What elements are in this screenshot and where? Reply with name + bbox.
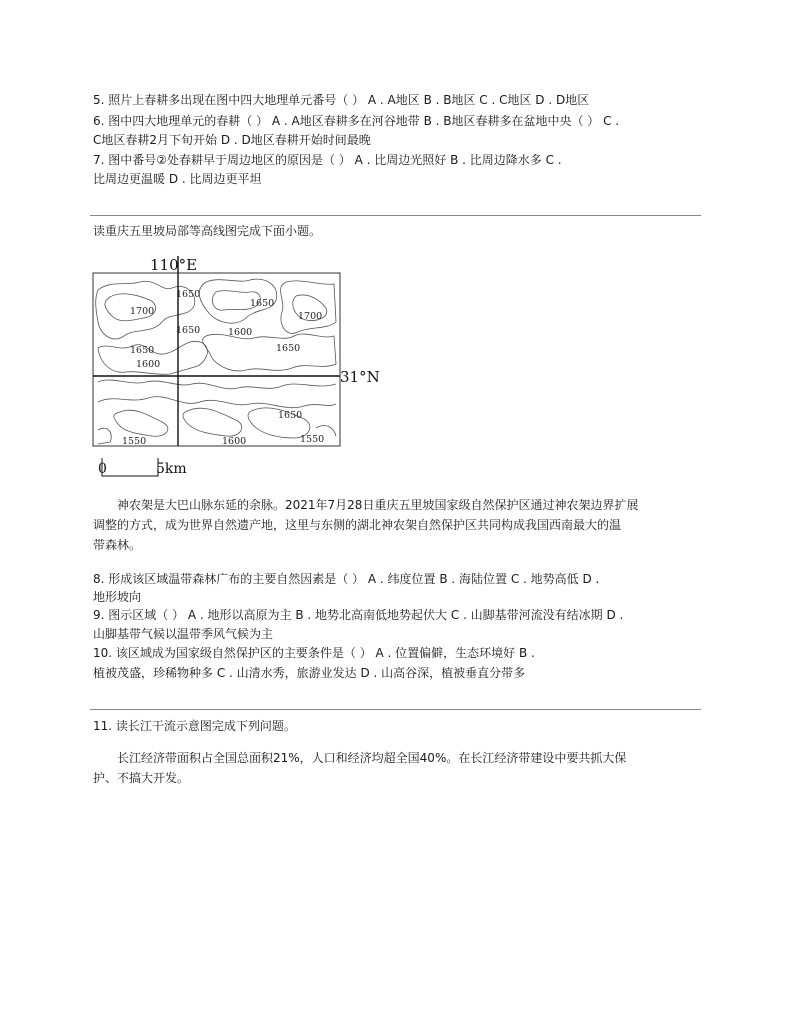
latitude-label: 31°N [340, 368, 380, 386]
contour-label: 1650 [176, 289, 201, 300]
contour-label: 1650 [278, 410, 303, 421]
contour-label: 1550 [122, 436, 147, 447]
question-6-line-2: C地区春耕2月下旬开始 D . D地区春耕开始时间最晚 [93, 133, 371, 147]
contour-label: 1600 [222, 436, 247, 447]
question-8-line-2: 地形坡向 [93, 590, 142, 604]
question-9-line-2: 山脚基带气候以温带季风气候为主 [93, 627, 274, 641]
question-6-line-1: 6. 图中四大地理单元的春耕（ ） A . A地区春耕多在河谷地带 B . B地区春耕多在盆地中央（ ） C . [93, 114, 620, 128]
question-11: 11. 读长江干流示意图完成下列问题。 [93, 719, 296, 733]
paragraph-yangtze-line-2: 护、不搞大开发。 [93, 771, 190, 785]
scale-end-label: 5km [156, 461, 187, 477]
section-divider [90, 215, 701, 216]
question-7-line-2: 比周边更温暖 D . 比周边更平坦 [93, 172, 262, 186]
paragraph-shennongjia-line-1: 神农架是大巴山脉东延的余脉。2021年7月28日重庆五里坡国家级自然保护区通过神农架边界扩展 [117, 498, 639, 512]
contour-label: 1550 [300, 434, 325, 445]
scale-bar [102, 458, 158, 476]
contour-label: 1650 [276, 343, 301, 354]
contour-label: 1600 [228, 327, 253, 338]
contour-label: 1700 [298, 311, 323, 322]
question-10-line-1: 10. 该区域成为国家级自然保护区的主要条件是（ ） A . 位置偏僻，生态环境好 B . [93, 646, 535, 660]
contour-label: 1700 [130, 306, 155, 317]
question-5: 5. 照片上春耕多出现在图中四大地理单元番号（ ） A . A地区 B . B地区 C . C地区 D . D地区 [93, 93, 590, 107]
paragraph-yangtze-line-1: 长江经济带面积占全国总面积21%，人口和经济均超全国40%。在长江经济带建设中要共抓大保 [117, 751, 627, 765]
contour-label: 1650 [130, 345, 155, 356]
question-10-line-2: 植被茂盛，珍稀物种多 C . 山清水秀，旅游业发达 D . 山高谷深，植被垂直分带多 [93, 666, 526, 680]
contour-label: 1650 [250, 298, 275, 309]
longitude-label: 110°E [150, 256, 198, 274]
map-frame [93, 273, 340, 446]
contour-map [90, 252, 400, 482]
question-8-line-1: 8. 形成该区域温带森林广布的主要自然因素是（ ） A . 纬度位置 B . 海陆位置 C . 地势高低 D . [93, 572, 600, 586]
contour-label: 1600 [136, 359, 161, 370]
contour-map-figure [90, 252, 400, 482]
question-7-line-1: 7. 图中番号②处春耕早于周边地区的原因是（ ） A . 比周边光照好 B . 比周边降水多 C . [93, 153, 562, 167]
scale-start-label: 0 [98, 461, 107, 477]
contour-label: 1650 [176, 325, 201, 336]
question-9-line-1: 9. 图示区域（ ） A . 地形以高原为主 B . 地势北高南低地势起伏大 C . 山脚基带河流没有结冰期 D . [93, 608, 624, 622]
paragraph-shennongjia-line-2: 调整的方式，成为世界自然遗产地，这里与东侧的湖北神农架自然保护区共同构成我国西南最大的温 [93, 518, 622, 532]
section-2-intro: 读重庆五里坡局部等高线图完成下面小题。 [93, 224, 322, 238]
paragraph-shennongjia-line-3: 带森林。 [93, 538, 142, 552]
section-divider [90, 709, 701, 710]
